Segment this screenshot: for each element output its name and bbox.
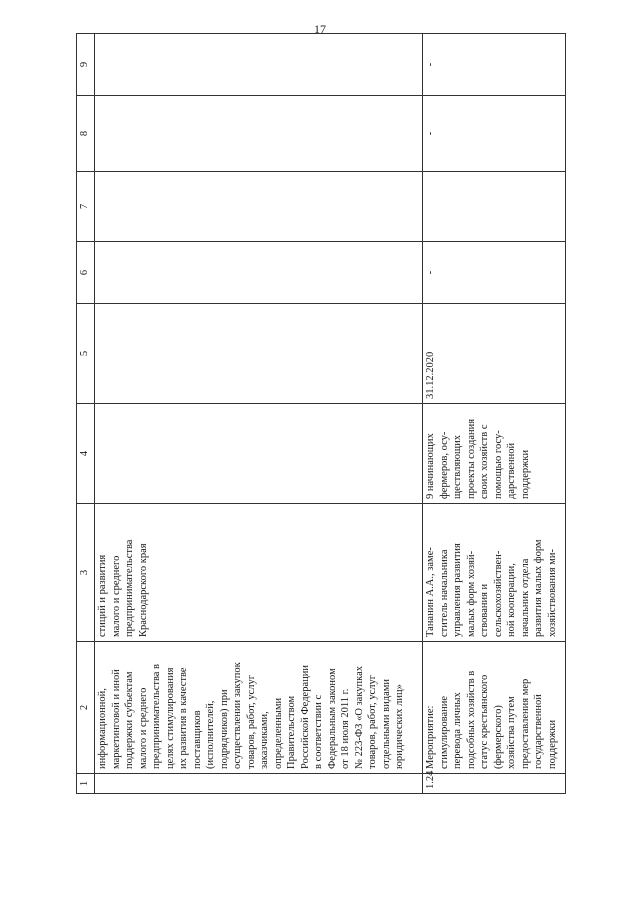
col-header-9: 9 — [77, 34, 95, 96]
rotated-table-container — [76, 34, 566, 794]
col-header-5: 5 — [77, 304, 95, 404]
col8-cell: - — [423, 96, 566, 172]
page-number: 17 — [314, 22, 326, 36]
col-header-2: 2 — [77, 642, 95, 774]
table-row — [423, 34, 566, 794]
col-header-1: 1 — [77, 774, 95, 794]
col9-cell: - — [423, 34, 566, 96]
col-header-8: 8 — [77, 96, 95, 172]
row-number: 1.24 — [423, 774, 566, 794]
plan-table — [76, 33, 566, 794]
col-header-7: 7 — [77, 172, 95, 242]
header-row — [77, 34, 95, 794]
col6-cell — [95, 242, 423, 304]
col7-cell — [95, 172, 423, 242]
col9-cell — [95, 34, 423, 96]
result-cell: 9 начинающих фермеров, осу- ществляющих проекты создания своих хозяйств с помощью госу- дарственной поддержки — [423, 404, 566, 504]
col-header-3: 3 — [77, 504, 95, 642]
date-cell: 31.12.2020 — [423, 304, 566, 404]
result-cell — [95, 404, 423, 504]
row-number — [95, 774, 423, 794]
col-header-4: 4 — [77, 404, 95, 504]
col-header-6: 6 — [77, 242, 95, 304]
col8-cell — [95, 96, 423, 172]
responsible-cell: стиций и развития малого и среднего предпринимательства Краснодарского края — [95, 504, 423, 642]
col6-cell: - — [423, 242, 566, 304]
event-cell: информационной, маркетинговой и иной поддержки субъектам малого и среднего предпринимательства в целях стимулирования их развития в качестве поставщиков (исполнителей, подрядчиков) при осуществлении закупок товаров, работ, услуг заказчиками, определенными Правительством Российской Федерации в соответствии с Федеральным законом от 18 июля 2011 г. № 223-ФЗ «О закупках товаров, работ, услуг отдельными видами юридических лиц» — [95, 642, 423, 774]
event-cell: Мероприятие: стимулирование перевода личных подсобных хозяйств в статус крестьянского (фермерского) хозяйства путем предоставления мер государственной поддержки — [423, 642, 566, 774]
col7-cell — [423, 172, 566, 242]
date-cell — [95, 304, 423, 404]
rotated-table-frame — [76, 34, 566, 794]
table-row — [95, 34, 423, 794]
responsible-cell: Тананин А.А., заме- ститель начальника управления развития малых форм хозяй- ствования и сельскохозяйствен- ной кооперации, начальник отдела развития малых форм хозяйствования ми- — [423, 504, 566, 642]
